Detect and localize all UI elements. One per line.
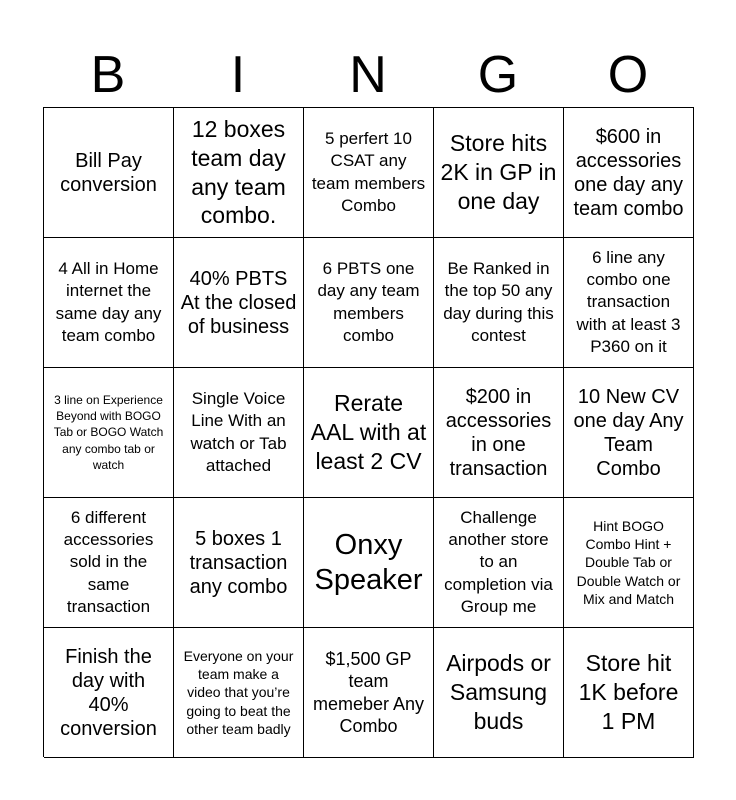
header-letter-n: N — [349, 46, 387, 104]
bingo-cell[interactable]: 10 New CV one day Any Team Combo — [564, 368, 694, 498]
bingo-cell[interactable]: Everyone on your team make a video that you’re going to beat the other team badly — [174, 628, 304, 758]
header-letter-o: O — [607, 46, 649, 104]
bingo-cell-center[interactable]: Onxy Speaker — [304, 498, 434, 628]
bingo-cell[interactable]: 40% PBTS At the closed of business — [174, 238, 304, 368]
bingo-cell[interactable]: 5 boxes 1 transaction any combo — [174, 498, 304, 628]
bingo-cell[interactable]: 5 perfert 10 CSAT any team members Combo — [304, 108, 434, 238]
bingo-cell[interactable]: Be Ranked in the top 50 any day during this contest — [434, 238, 564, 368]
bingo-cell[interactable]: $1,500 GP team memeber Any Combo — [304, 628, 434, 758]
bingo-cell[interactable]: $600 in accessories one day any team combo — [564, 108, 694, 238]
bingo-cell[interactable]: $200 in accessories in one transaction — [434, 368, 564, 498]
bingo-cell[interactable]: Store hits 2K in GP in one day — [434, 108, 564, 238]
bingo-cell[interactable]: 6 line any combo one transaction with at least 3 P360 on it — [564, 238, 694, 368]
bingo-grid — [43, 107, 694, 757]
bingo-cell[interactable]: Hint BOGO Combo Hint + Double Tab or Double Watch or Mix and Match — [564, 498, 694, 628]
bingo-cell[interactable]: Rerate AAL with at least 2 CV — [304, 368, 434, 498]
bingo-cell[interactable]: Single Voice Line With an watch or Tab attached — [174, 368, 304, 498]
bingo-cell[interactable]: Airpods or Samsung buds — [434, 628, 564, 758]
bingo-cell[interactable]: 4 All in Home internet the same day any team combo — [44, 238, 174, 368]
bingo-cell[interactable]: Finish the day with 40% conversion — [44, 628, 174, 758]
bingo-cell[interactable]: Challenge another store to an completion via Group me — [434, 498, 564, 628]
bingo-cell[interactable]: Store hit 1K before 1 PM — [564, 628, 694, 758]
bingo-cell[interactable]: 6 PBTS one day any team members combo — [304, 238, 434, 368]
header-letter-i: I — [230, 46, 246, 104]
bingo-header — [43, 44, 693, 106]
header-letter-g: G — [477, 46, 519, 104]
header-letter-b: B — [90, 46, 126, 104]
bingo-cell[interactable]: Bill Pay conversion — [44, 108, 174, 238]
bingo-cell[interactable]: 3 line on Experience Beyond with BOGO Tab or BOGO Watch any combo tab or watch — [44, 368, 174, 498]
bingo-cell[interactable]: 6 different accessories sold in the same transaction — [44, 498, 174, 628]
bingo-cell[interactable]: 12 boxes team day any team combo. — [174, 108, 304, 238]
